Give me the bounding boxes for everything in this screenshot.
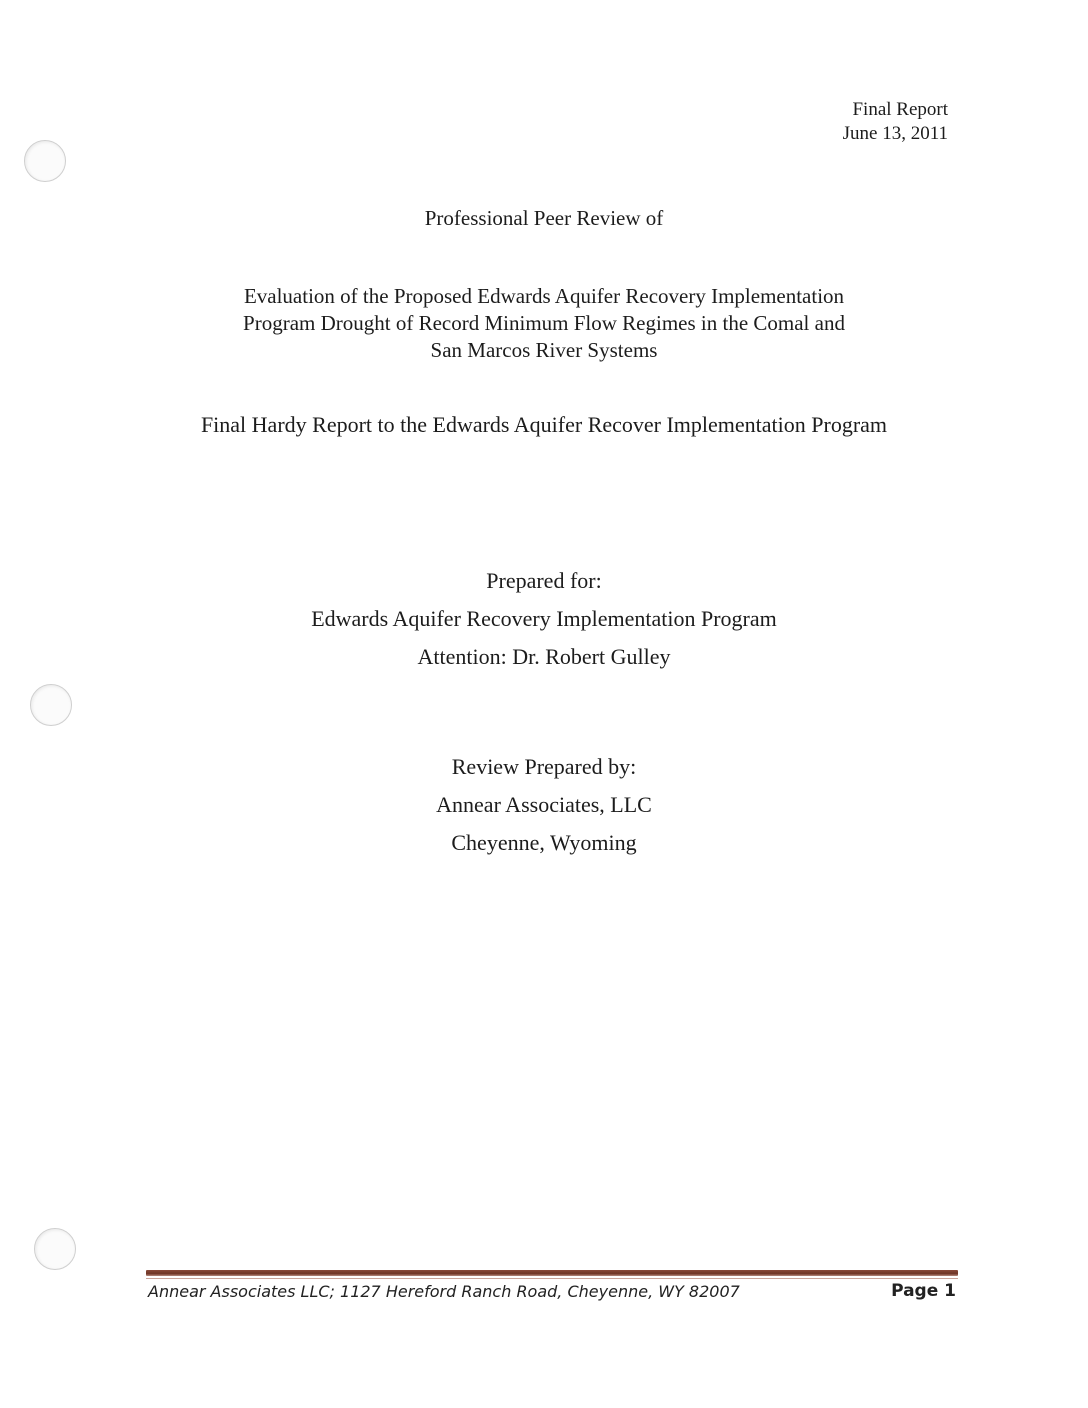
report-date: June 13, 2011 — [842, 123, 948, 144]
punch-hole-middle — [30, 684, 72, 726]
punch-hole-top — [24, 140, 66, 182]
prepared-for-section — [0, 562, 1088, 676]
prepared-by-section — [0, 748, 1088, 862]
prepared-by-label: Review Prepared by: — [451, 754, 637, 779]
prepared-by-company: Annear Associates, LLC — [436, 792, 652, 817]
report-header — [843, 98, 948, 146]
prepared-for-organization: Edwards Aquifer Recovery Implementation Program — [311, 606, 777, 631]
page-number: Page 1 — [891, 1281, 956, 1301]
prepared-for-attention: Attention: Dr. Robert Gulley — [417, 644, 671, 669]
footer-divider-thin — [146, 1278, 958, 1279]
evaluation-title-line-2: Program Drought of Record Minimum Flow Regimes in the Comal and — [243, 311, 845, 335]
hardy-report-title: Final Hardy Report to the Edwards Aquifer Recover Implementation Program — [200, 412, 888, 437]
punch-hole-bottom — [34, 1228, 76, 1270]
evaluation-title — [0, 283, 1088, 364]
prepared-by-location: Cheyenne, Wyoming — [451, 830, 637, 855]
review-heading: Professional Peer Review of — [424, 206, 664, 230]
evaluation-title-line-3: San Marcos River Systems — [430, 338, 658, 362]
footer-address: Annear Associates LLC; 1127 Hereford Ranch Road, Cheyenne, WY 82007 — [148, 1282, 740, 1301]
report-type: Final Report — [852, 99, 948, 120]
footer-divider — [146, 1270, 958, 1276]
evaluation-title-line-1: Evaluation of the Proposed Edwards Aquifer Recovery Implementation — [243, 284, 845, 308]
prepared-for-label: Prepared for: — [486, 568, 602, 593]
